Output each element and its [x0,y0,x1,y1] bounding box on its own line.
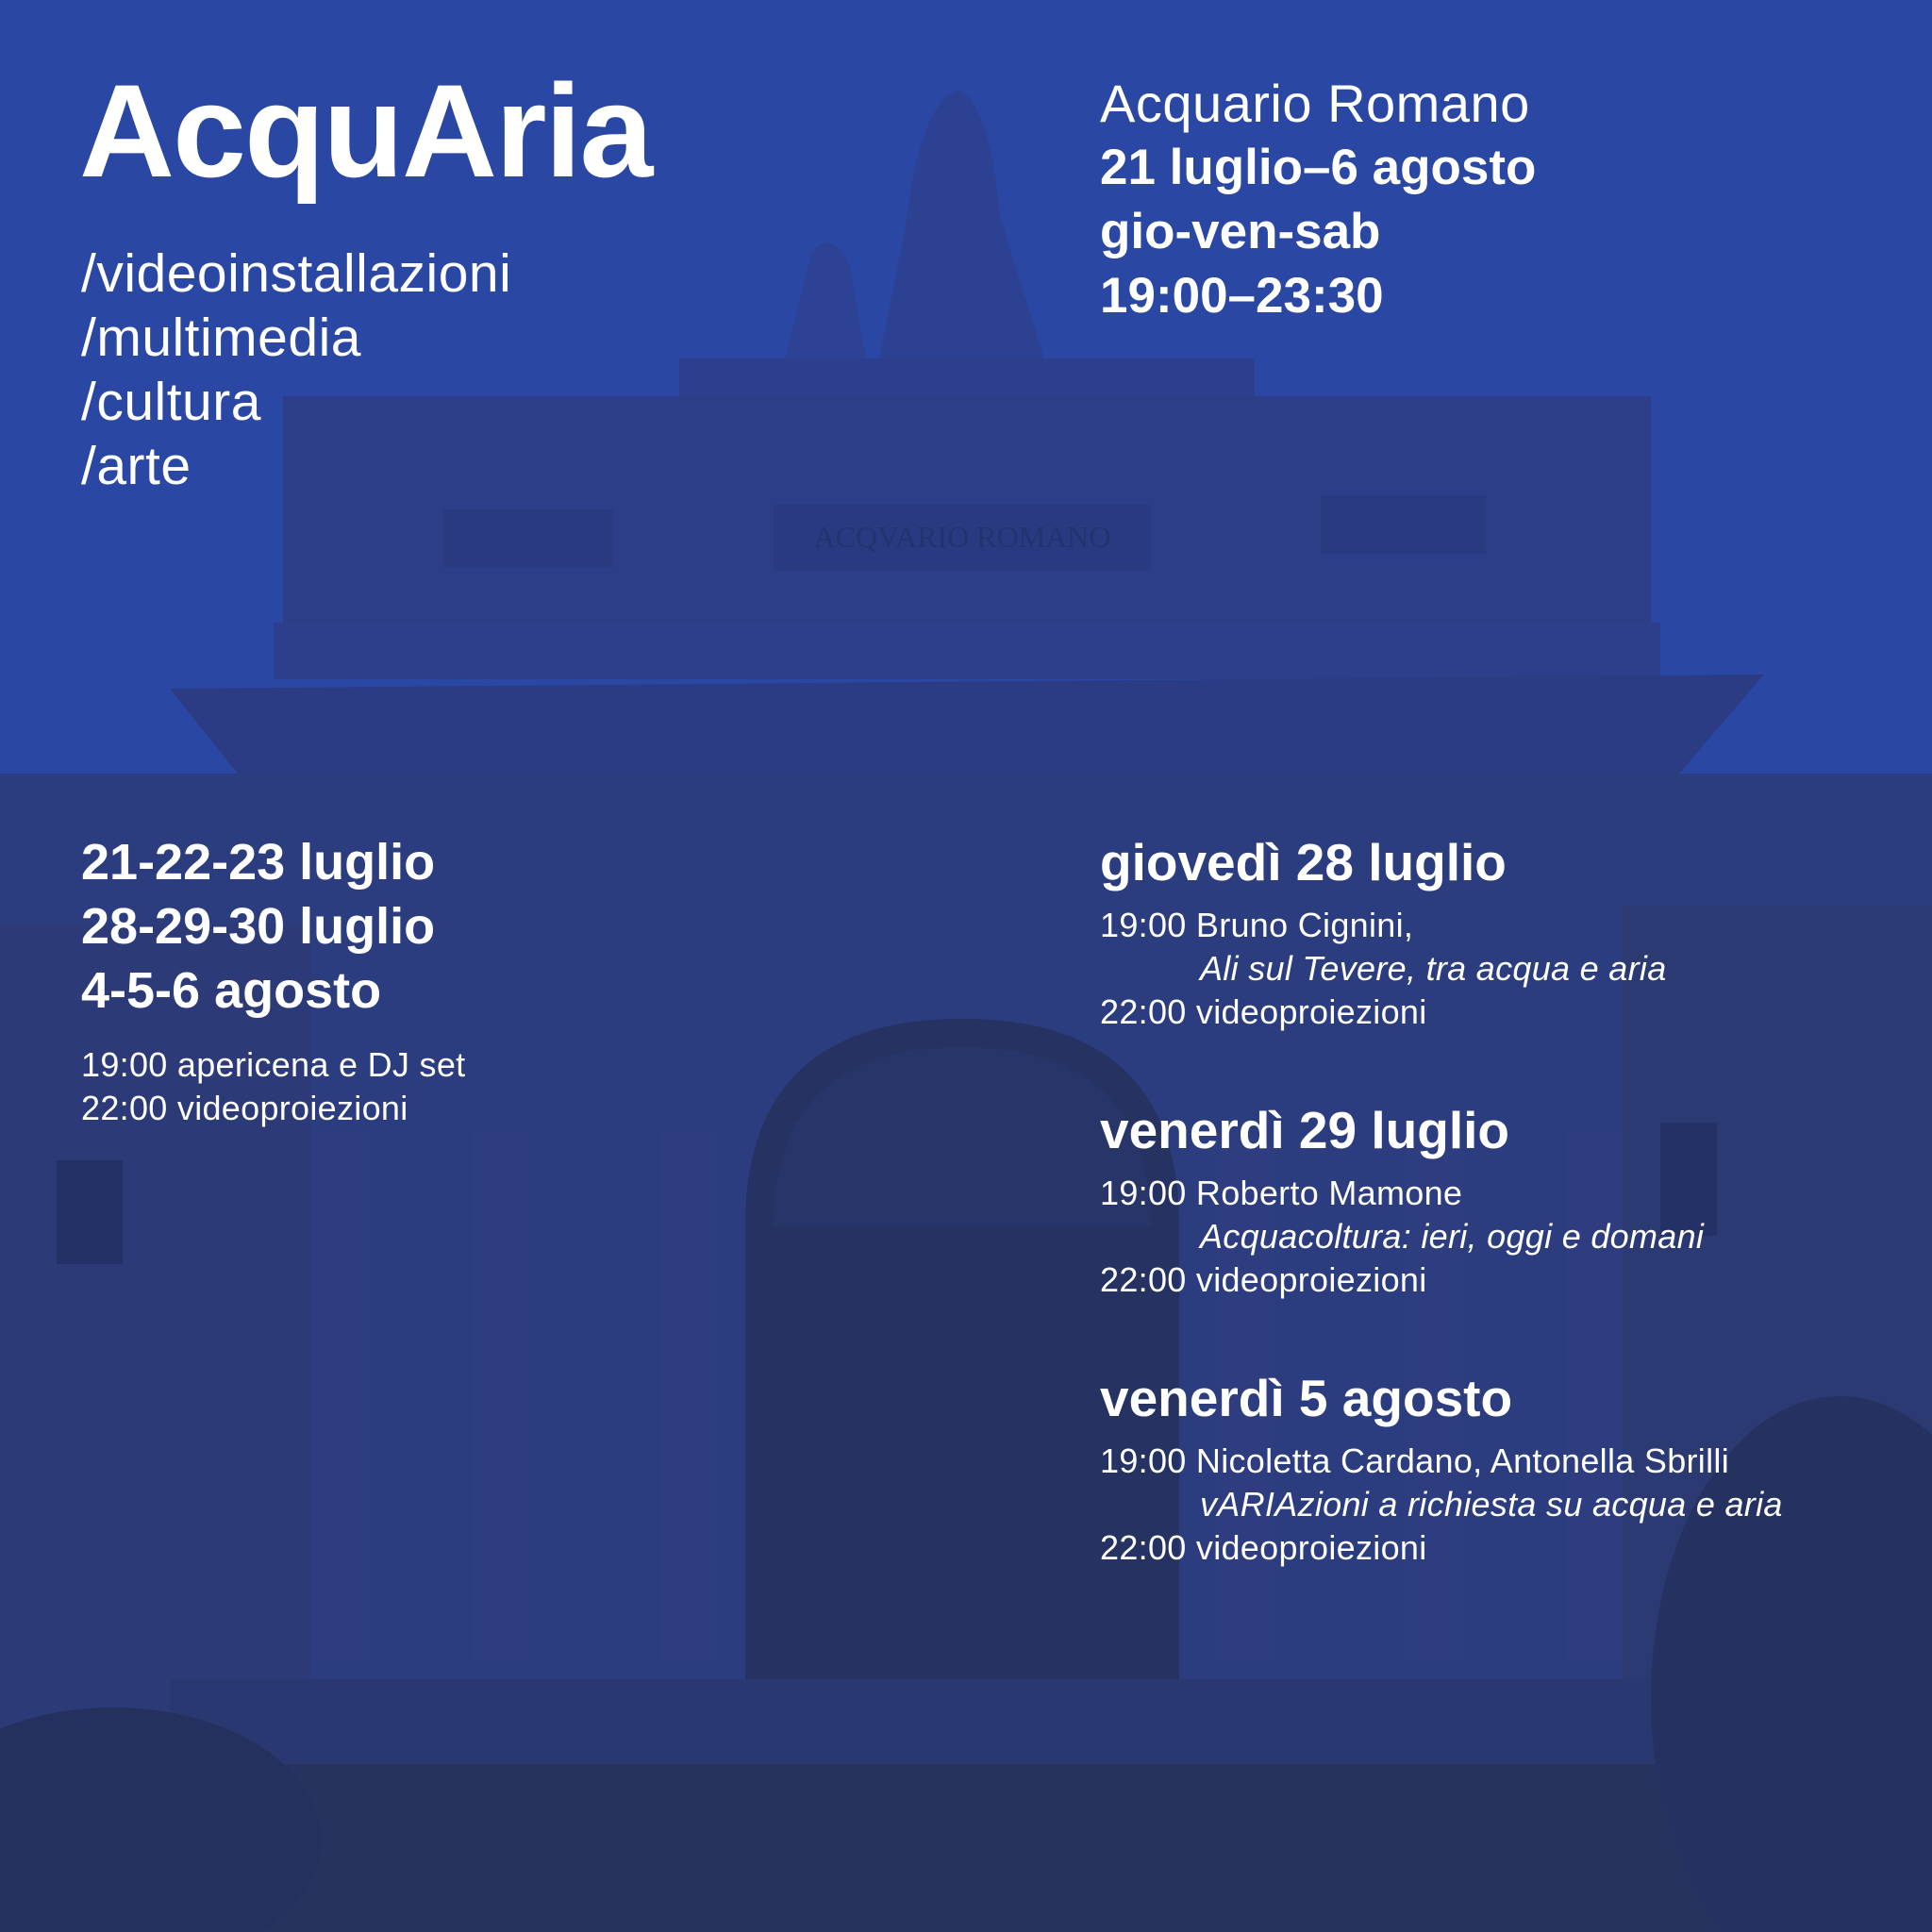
event-speaker: 19:00 Nicoletta Cardano, Antonella Sbrilli [1100,1441,1729,1480]
tag-item: /cultura [81,372,261,432]
event-projection: 22:00 videoproiezioni [1100,992,1427,1031]
event-entry [1100,830,1783,1098]
event-date: venerdì 5 agosto [1100,1369,1513,1427]
event-entry [1100,1098,1783,1366]
venue-days: gio-ven-sab [1100,204,1381,259]
schedule-item: 19:00 apericena e DJ set [81,1045,466,1084]
photo-inscription: ACQVARIO ROMANO [813,520,1111,554]
tag-item: /multimedia [81,308,361,368]
venue-hours: 19:00–23:30 [1100,268,1384,324]
venue-dates: 21 luglio–6 agosto [1100,140,1537,195]
event-projection: 22:00 videoproiezioni [1100,1528,1427,1567]
event-talk-title: vARIAzioni a richiesta su acqua e aria [1200,1485,1783,1524]
tag-item: /videoinstallazioni [81,243,512,304]
schedule-dates: 28-29-30 luglio [81,898,436,955]
event-date: giovedì 28 luglio [1100,833,1507,891]
tag-item: /arte [81,436,192,496]
schedule-dates: 21-22-23 luglio [81,834,436,891]
venue-info [1100,72,1536,328]
tag-list [81,242,511,498]
venue-name: Acquario Romano [1100,74,1530,133]
schedule-dates: 4-5-6 agosto [81,962,382,1019]
event-projection: 22:00 videoproiezioni [1100,1260,1427,1299]
event-date: venerdì 29 luglio [1100,1101,1510,1159]
event-entry [1100,1366,1783,1634]
event-talk-title: Ali sul Tevere, tra acqua e aria [1200,949,1667,988]
general-schedule [81,830,465,1130]
event-speaker: 19:00 Bruno Cignini, [1100,906,1414,944]
event-talk-title: Acquacoltura: ieri, oggi e domani [1200,1217,1705,1256]
poster-title: AcquAria [79,57,652,205]
event-speaker: 19:00 Roberto Mamone [1100,1174,1463,1212]
special-events [1100,830,1783,1634]
schedule-item: 22:00 videoproiezioni [81,1089,408,1127]
